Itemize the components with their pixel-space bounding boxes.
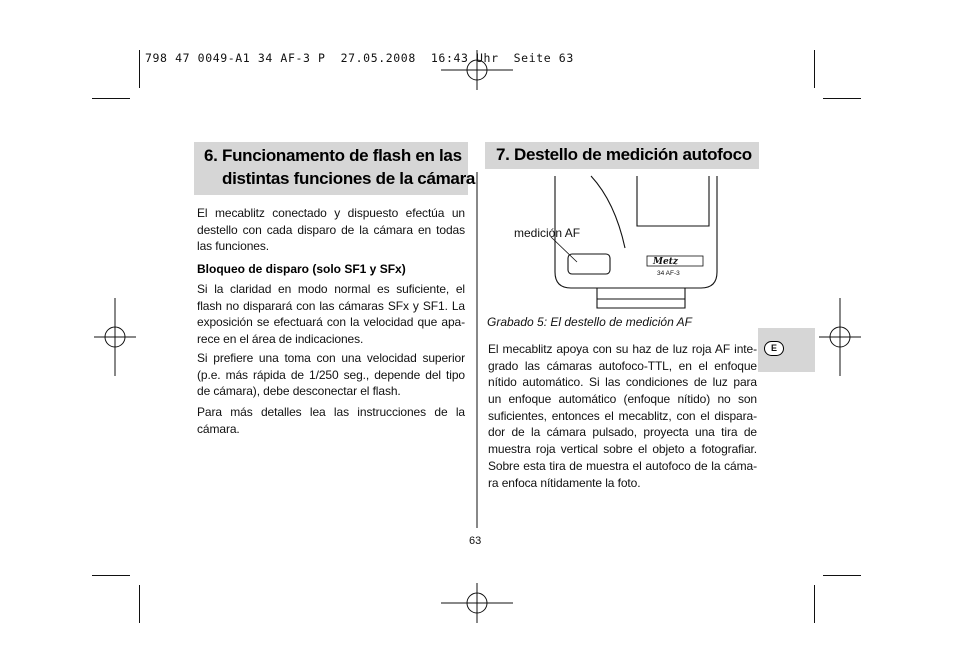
section-6-heading-line2: distintas funciones de la cámara <box>222 169 476 188</box>
section-7-heading-text: 7. Destello de medición autofoco <box>496 145 752 164</box>
text-line: El mecablitz conectado y dispuesto efectúa un <box>197 206 465 220</box>
section-6-heading-line1: 6. Funcionamento de flash en las <box>204 146 462 165</box>
text-line: cámara. <box>197 421 240 436</box>
text-line: Si la claridad en modo normal es suficiente, el <box>197 282 465 296</box>
section-7-heading <box>485 142 759 169</box>
text-line: Si prefiere una toma con una velocidad superior <box>197 351 465 365</box>
more-details-paragraph <box>197 404 465 437</box>
text-line: exposición se efectuará con la velocidad que apa- <box>197 315 465 330</box>
section-6-heading <box>194 142 476 195</box>
section-7-body <box>488 341 757 491</box>
text-line: grado las cámaras autofoco-TTL, en el enfoque <box>488 358 757 373</box>
trigger-lock-subheading: Bloqueo de disparo (solo SF1 y SFx) <box>197 262 406 276</box>
text-line: dor de la cámara pulsado, proyecta una tira de <box>488 425 757 440</box>
text-line: muestra roja vertical sobre el objeto a fotografiar. <box>488 442 757 457</box>
page-number: 63 <box>469 535 482 547</box>
figure-caption: Grabado 5: El destello de medición AF <box>487 315 693 329</box>
text-line: de cámara), debe desconectar el flash. <box>197 384 401 399</box>
text-line: las funciones. <box>197 239 269 254</box>
flash-unit-illustration <box>505 172 730 312</box>
text-line: ra enfoca nítidamente la foto. <box>488 475 641 490</box>
text-line: (p.e. más rápida de 1/250 seg., depende del tipo <box>197 367 465 382</box>
text-line: El mecablitz apoya con su haz de luz roja AF inte- <box>488 342 757 356</box>
higher-speed-paragraph <box>197 350 465 400</box>
text-line: Sobre esta tira de muestra el autofoco de la cáma- <box>488 458 757 473</box>
brand-logo: Metz <box>653 257 678 267</box>
language-tab <box>758 328 815 372</box>
text-line: nítido automático. Si las condiciones de luz para <box>488 375 757 390</box>
section-6-intro-paragraph <box>197 205 465 255</box>
text-line: un enfoque automático (enfoque nítido) no son <box>488 392 757 407</box>
trigger-lock-paragraph <box>197 281 465 348</box>
text-line: destello con cada disparo de la cámara en todas <box>197 222 465 237</box>
text-line: suficientes, entonces el mecablitz, con el dispara- <box>488 408 757 423</box>
model-label: 34 AF-3 <box>657 270 680 277</box>
text-line: rece en el área de indicaciones. <box>197 332 364 347</box>
language-tab-badge: E <box>764 341 784 356</box>
text-line: flash no disparará con las cámaras SFx y SF1. La <box>197 298 465 313</box>
af-measurement-label: medición AF <box>514 226 581 240</box>
print-header-line: 798 47 0049-A1 34 AF-3 P 27.05.2008 16:43 Uhr Seite 63 <box>145 51 574 65</box>
text-line: Para más detalles lea las instrucciones de la <box>197 405 465 419</box>
